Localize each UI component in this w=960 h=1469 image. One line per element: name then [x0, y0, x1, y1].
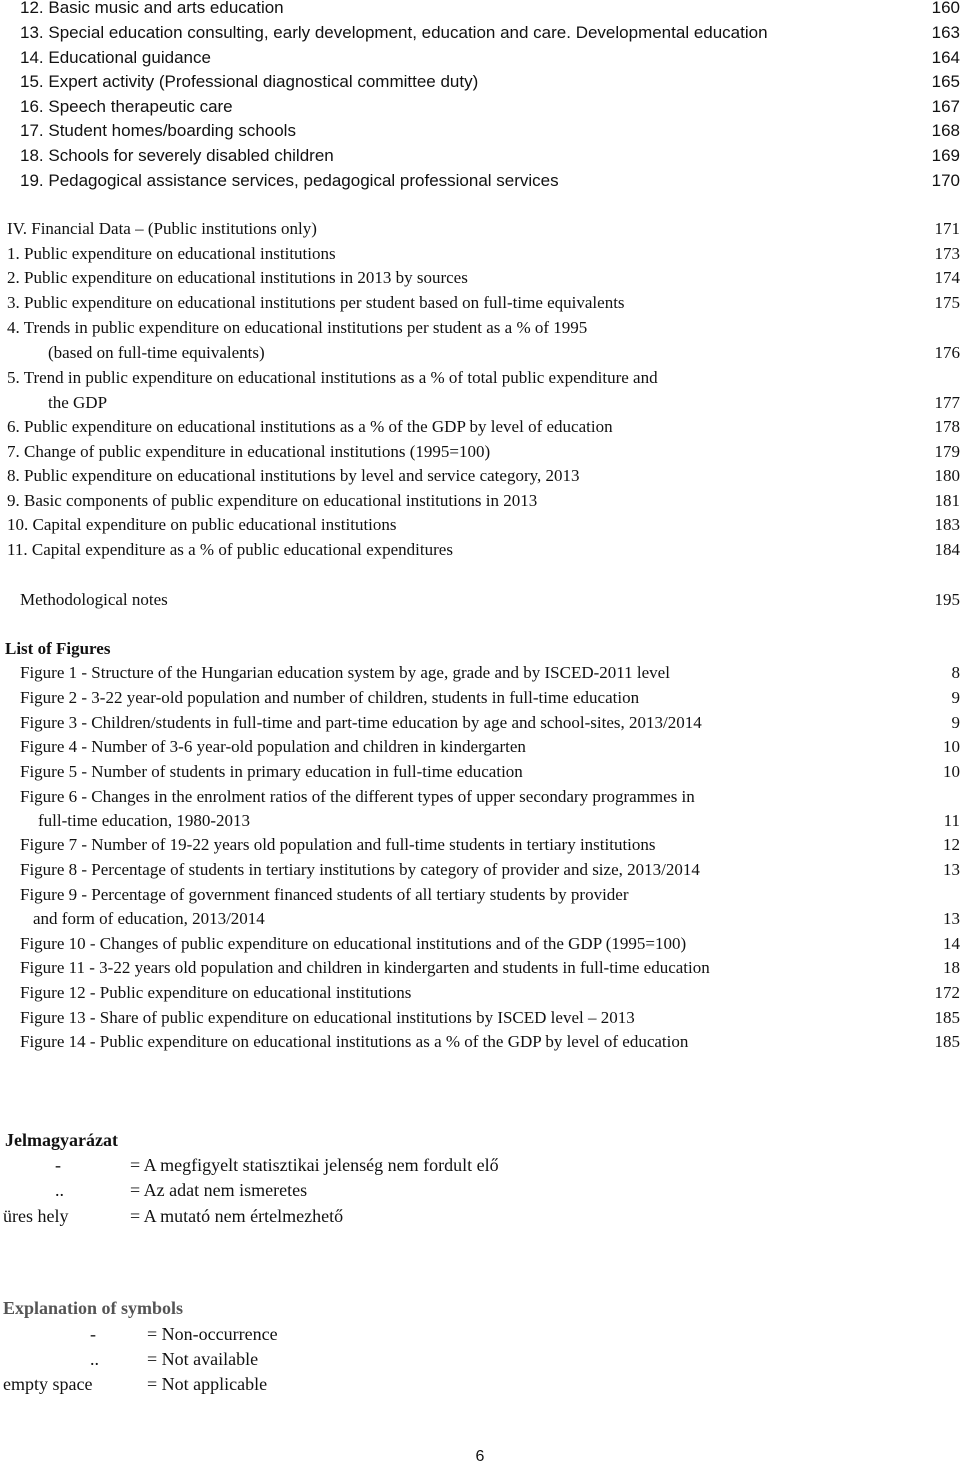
toc-entry	[0, 46, 960, 70]
figure-entry-page: 13	[943, 860, 960, 879]
financial-heading-page: 171	[934, 219, 960, 238]
figure-entry	[0, 711, 960, 735]
legend-symbol: üres hely	[3, 1206, 69, 1226]
toc-entry-page: 175	[934, 293, 960, 312]
toc-entry-page: 165	[931, 72, 960, 91]
figure-entry-text: Figure 7 - Number of 19-22 years old population and full-time students in tertiary institutions	[20, 835, 656, 854]
toc-entry	[0, 0, 960, 20]
toc-entry	[0, 316, 960, 340]
financial-heading-text: IV. Financial Data – (Public institutions only)	[7, 219, 317, 238]
figure-entry-page: 13	[943, 909, 960, 928]
toc-entry-page: 180	[934, 466, 960, 485]
toc-entry-text: 14. Educational guidance	[20, 48, 211, 67]
toc-entry-continuation	[0, 341, 960, 365]
section-heading: List of Figures	[5, 639, 111, 658]
toc-entry-text: 6. Public expenditure on educational institutions as a % of the GDP by level of education	[7, 417, 613, 436]
toc-entry-page: 184	[934, 540, 960, 559]
toc-entry-page: 168	[931, 121, 960, 140]
legend-meaning: = A mutató nem értelmezhető	[130, 1206, 344, 1226]
legend-symbol: -	[55, 1155, 61, 1175]
legend-meaning: = Az adat nem ismeretes	[130, 1180, 308, 1200]
toc-entry	[0, 70, 960, 94]
toc-entry	[0, 291, 960, 315]
figure-entry-text: Figure 1 - Structure of the Hungarian education system by age, grade and by ISCED-2011 level	[20, 663, 670, 682]
legend-symbol: -	[90, 1324, 96, 1344]
figure-entry	[0, 661, 960, 685]
figure-entry	[0, 785, 960, 809]
figure-entry-text: full-time education, 1980-2013	[38, 811, 250, 830]
toc-entry-page: 167	[931, 97, 960, 116]
toc-entry-page: 176	[934, 343, 960, 362]
methodological-notes-entry	[0, 588, 960, 612]
toc-entry-page: 195	[934, 590, 960, 609]
legend-symbol: empty space	[3, 1374, 93, 1394]
figure-entry-text: Figure 5 - Number of students in primary education in full-time education	[20, 762, 523, 781]
toc-entry-page: 178	[934, 417, 960, 436]
legend-meaning: = Not available	[147, 1349, 259, 1369]
financial-heading	[0, 217, 960, 241]
toc-entry-page: 181	[934, 491, 960, 510]
toc-entry-text: Methodological notes	[20, 590, 168, 609]
toc-entry	[0, 169, 960, 193]
toc-entry-page: 163	[931, 23, 960, 42]
toc-entry-text: 2. Public expenditure on educational institutions in 2013 by sources	[7, 268, 468, 287]
figure-entry-page: 9	[951, 688, 960, 707]
legend-meaning: = A megfigyelt statisztikai jelenség nem fordult elő	[130, 1155, 499, 1175]
toc-entry-text: 7. Change of public expenditure in educational institutions (1995=100)	[7, 442, 491, 461]
toc-entry	[0, 415, 960, 439]
figure-entry-page: 172	[934, 983, 960, 1002]
toc-entry-page: 183	[934, 515, 960, 534]
toc-entry	[0, 266, 960, 290]
toc-entry-text: 13. Special education consulting, early development, education and care. Developmental education	[20, 23, 768, 42]
figure-entry-page: 10	[943, 762, 960, 781]
toc-entry-page: 179	[934, 442, 960, 461]
toc-entry-text: 3. Public expenditure on educational institutions per student based on full-time equivalents	[7, 293, 625, 312]
figure-entry-text: Figure 13 - Share of public expenditure on educational institutions by ISCED level – 2013	[20, 1008, 635, 1027]
figure-entry	[0, 1030, 960, 1054]
figure-entry-text: Figure 14 - Public expenditure on educational institutions as a % of the GDP by level of education	[20, 1032, 689, 1051]
figure-entry-page: 9	[951, 713, 960, 732]
toc-entry-text: 10. Capital expenditure on public educational institutions	[7, 515, 397, 534]
toc-entry-text: 17. Student homes/boarding schools	[20, 121, 296, 140]
figure-entry	[0, 1006, 960, 1030]
figure-entry-text: Figure 10 - Changes of public expenditure on educational institutions and of the GDP (1995=100)	[20, 934, 687, 953]
toc-entry-text: 5. Trend in public expenditure on educational institutions as a % of total public expenditure and	[7, 368, 658, 387]
toc-entry-page: 173	[934, 244, 960, 263]
figure-entry-text: and form of education, 2013/2014	[33, 909, 265, 928]
figure-entry-text: Figure 8 - Percentage of students in tertiary institutions by category of provider and size, 2013/2014	[20, 860, 700, 879]
toc-entry	[0, 440, 960, 464]
toc-entry-text: 15. Expert activity (Professional diagnostical committee duty)	[20, 72, 479, 91]
toc-entry-text: 12. Basic music and arts education	[20, 0, 284, 17]
toc-entry-text: 9. Basic components of public expenditure on educational institutions in 2013	[7, 491, 538, 510]
toc-entry	[0, 366, 960, 390]
legend-heading: Explanation of symbols	[3, 1298, 184, 1318]
toc-entry-continuation	[0, 391, 960, 415]
figure-entry-text: Figure 4 - Number of 3-6 year-old population and children in kindergarten	[20, 737, 526, 756]
toc-entry	[0, 119, 960, 143]
figure-entry-page: 10	[943, 737, 960, 756]
toc-entry-text: (based on full-time equivalents)	[48, 343, 265, 362]
figure-entry	[0, 981, 960, 1005]
figure-entry	[0, 833, 960, 857]
toc-entry-text: 1. Public expenditure on educational institutions	[7, 244, 336, 263]
list-of-figures-heading	[0, 637, 960, 661]
figure-entry-continuation	[0, 809, 960, 833]
figure-entry-page: 12	[943, 835, 960, 854]
toc-entry	[0, 95, 960, 119]
toc-entry	[0, 538, 960, 562]
figure-entry-text: Figure 9 - Percentage of government financed students of all tertiary students by provider	[20, 885, 629, 904]
toc-entry-text: 16. Speech therapeutic care	[20, 97, 233, 116]
toc-entry	[0, 21, 960, 45]
figure-entry-text: Figure 11 - 3-22 years old population and children in kindergarten and students in full-time education	[20, 958, 710, 977]
figure-entry	[0, 735, 960, 759]
toc-entry	[0, 513, 960, 537]
figure-entry	[0, 686, 960, 710]
figure-entry-text: Figure 12 - Public expenditure on educational institutions	[20, 983, 412, 1002]
toc-entry-page: 164	[931, 48, 960, 67]
figure-entry-page: 18	[943, 958, 960, 977]
toc-entry-page: 170	[931, 171, 960, 190]
toc-entry-text: 4. Trends in public expenditure on educational institutions per student as a % of 1995	[7, 318, 588, 337]
toc-entry-text: 18. Schools for severely disabled children	[20, 146, 334, 165]
legend-heading: Jelmagyarázat	[5, 1130, 118, 1150]
figure-entry-page: 185	[934, 1032, 960, 1051]
figure-entry-page: 14	[943, 934, 960, 953]
figure-entry	[0, 956, 960, 980]
figure-entry-page: 11	[943, 811, 960, 830]
figure-entry	[0, 858, 960, 882]
legend-symbol: ..	[55, 1180, 64, 1200]
toc-entry-text: the GDP	[48, 393, 108, 412]
toc-entry	[0, 242, 960, 266]
toc-entry-page: 174	[934, 268, 960, 287]
toc-entry-page: 177	[934, 393, 960, 412]
figure-entry-text: Figure 6 - Changes in the enrolment ratios of the different types of upper secondary programmes in	[20, 787, 695, 806]
legend-meaning: = Non-occurrence	[147, 1324, 278, 1344]
figure-entry-page: 8	[951, 663, 960, 682]
toc-entry-text: 11. Capital expenditure as a % of public educational expenditures	[7, 540, 453, 559]
toc-entry	[0, 489, 960, 513]
toc-entry-page: 160	[931, 0, 960, 17]
figure-entry-page: 185	[934, 1008, 960, 1027]
figure-entry	[0, 883, 960, 907]
figure-entry-text: Figure 2 - 3-22 year-old population and number of children, students in full-time education	[20, 688, 640, 707]
toc-entry	[0, 464, 960, 488]
toc-entry-text: 19. Pedagogical assistance services, pedagogical professional services	[20, 171, 559, 190]
toc-entry-text: 8. Public expenditure on educational institutions by level and service category, 2013	[7, 466, 580, 485]
figure-entry	[0, 932, 960, 956]
figure-entry-text: Figure 3 - Children/students in full-time and part-time education by age and school-sites, 2013/2014	[20, 713, 702, 732]
figure-entry-continuation	[0, 907, 960, 931]
legend-symbol: ..	[90, 1349, 99, 1369]
toc-entry	[0, 144, 960, 168]
page-number: 6	[475, 1448, 485, 1465]
figure-entry	[0, 760, 960, 784]
toc-entry-page: 169	[931, 146, 960, 165]
legend-meaning: = Not applicable	[147, 1374, 268, 1394]
